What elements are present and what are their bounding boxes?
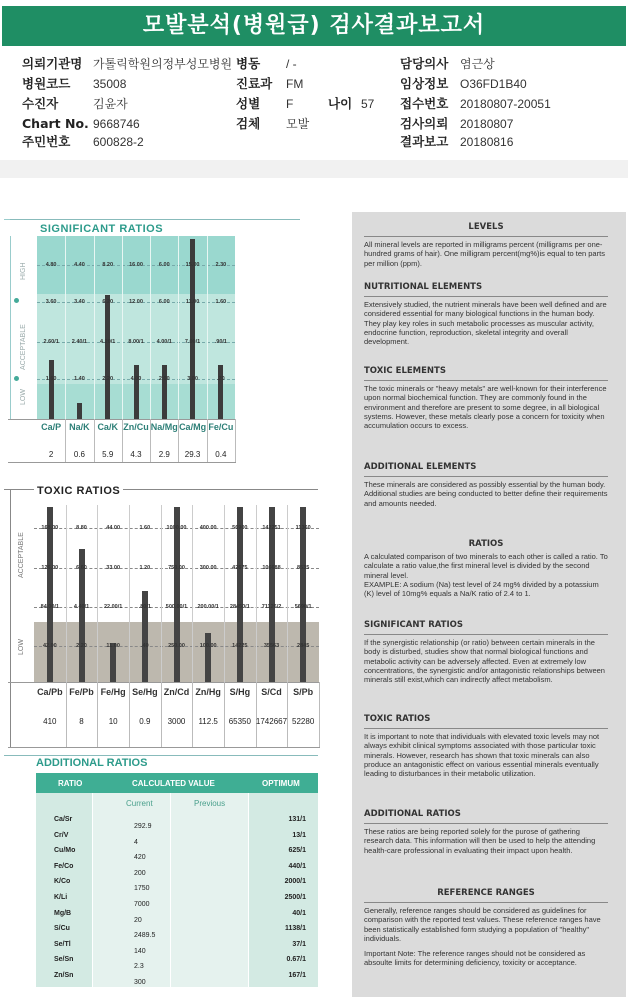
tox-col-divider (97, 505, 98, 682)
receipt-value: 20180807-20051 (460, 97, 551, 111)
sig-col-divider (94, 236, 95, 419)
tox-tick-top: 11360 (295, 525, 311, 531)
additional-current-value: 4 (134, 838, 138, 846)
tox-category: Zn/Hg (195, 687, 221, 697)
sig-category: Ca/P (41, 422, 62, 432)
sig-value: 0.4 (215, 450, 227, 459)
additional-ratio-name: Zn/Sn (54, 972, 74, 979)
sig-tick-low: 2.00 (158, 376, 170, 382)
tox-tick-low: 250.00 (168, 643, 185, 649)
previous-label: Previous (194, 799, 226, 808)
sig-category: Na/K (69, 422, 90, 432)
tox-tick-top: 8.80 (76, 525, 87, 531)
tox-category: Fe/Pb (69, 687, 94, 697)
sig-col-divider (150, 236, 151, 419)
head-calc: CALCULATED VALUE (132, 779, 215, 788)
tox-tick-low: .40 (141, 643, 149, 649)
tox-value: 10 (108, 717, 118, 726)
additional-optimum: 1138/1 (284, 925, 306, 933)
age-label: 나이 (328, 96, 353, 111)
tox-col-divider (161, 505, 162, 682)
sig-category: Ca/K (97, 422, 118, 432)
sig-tick-upper: 6.00 (158, 299, 170, 305)
tox-tick-mid: 500.00/1 (165, 604, 188, 610)
tox-tick-upper: 6.60 (76, 565, 87, 571)
additional-ratio-name: Fe/Co (54, 862, 74, 870)
tox-col-divider (224, 505, 225, 682)
tox-tick-upper: 8535 (297, 565, 310, 571)
sig-value: 29.3 (184, 450, 201, 459)
additional-current-value: 292.9 (134, 823, 152, 830)
additional-ratio-name: Cr/V (54, 831, 69, 839)
tox-tick-top: 56900 (232, 525, 248, 531)
tox-axis-low: LOW (18, 639, 25, 655)
tox-tick-low: 2.20 (76, 643, 87, 649)
additional-current-value: 420 (134, 854, 146, 862)
additional-optimum: 13/1 (292, 831, 306, 839)
sig-value: 4.3 (130, 450, 142, 459)
tox-ratios-text: It is important to note that individuals with elevated toxic levels may not always exhibit clinical symptoms associated with those particular toxic minerals. However, research has shown that toxic minerals can also produce an antagonistic effect on various essential minerals eventually leading to disturbances in their metabolic utilization. (364, 732, 600, 779)
tox-tick-low: 2845 (297, 643, 310, 649)
tox-tick-top: 142251 (262, 525, 281, 531)
sig-col-divider (122, 236, 123, 419)
additional-ratio-name: Se/Tl (54, 940, 71, 948)
toxic-elements-heading: TOXIC ELEMENTS (364, 366, 446, 376)
sig-axis-acceptable: ACCEPTABLE (20, 324, 27, 370)
sig-tick-top: 16.00 (129, 262, 143, 268)
additional-current-value: 140 (134, 947, 146, 955)
tox-col-divider (256, 505, 257, 682)
clinical-label: 임상정보 (400, 76, 449, 91)
sig-tick-low: 2.20 (102, 376, 114, 382)
report-date-label: 결과보고 (400, 134, 449, 149)
sig-bar-Na/Mg (162, 365, 167, 419)
sig-category: Na/Mg (150, 422, 178, 432)
id-label: 주민번호 (22, 134, 71, 149)
tox-value: 65350 (228, 717, 251, 726)
id-value: 600828-2 (93, 135, 144, 149)
tox-tick-mid: 5690/1 (294, 604, 312, 610)
sig-row-divider (235, 419, 236, 462)
tox-tick-top: 1000.00 (166, 525, 187, 531)
sig-tick-low: 1.40 (74, 376, 85, 382)
report-date-value: 20180816 (460, 135, 514, 149)
tox-tick-top: 168.00 (41, 525, 59, 531)
code-value: 35008 (93, 77, 127, 91)
tox-value: 112.5 (198, 717, 218, 726)
dept-value: FM (286, 77, 304, 91)
tox-value: 3000 (167, 717, 186, 726)
tox-tick-upper: 106688 (262, 565, 281, 571)
sig-col-divider (178, 236, 179, 419)
sig-tick-top: 8.20 (102, 262, 114, 268)
additional-elements-heading: ADDITIONAL ELEMENTS (364, 462, 477, 472)
sig-tick-upper: 12.00 (129, 299, 143, 305)
ratios-heading: RATIOS (468, 539, 504, 549)
sig-tick-mid: 4.00/1 (156, 339, 172, 345)
tox-value: 410 (43, 717, 57, 726)
tox-col-divider (129, 505, 130, 682)
sig-value: 2 (48, 450, 54, 459)
tox-bar-S/Pb (300, 507, 306, 682)
sig-tick-mid: .90/1 (214, 339, 227, 345)
sig-tick-low: 1.60 (45, 376, 57, 382)
ref-ranges-heading: REFERENCE RANGES (437, 888, 535, 898)
current-label: Current (126, 799, 153, 808)
sig-tick-mid: 8.00/1 (128, 339, 144, 345)
tox-tick-mid: 28450/1 (229, 604, 250, 610)
tox-bar-Zn/Hg (205, 633, 211, 682)
sig-value: 0.6 (73, 450, 85, 459)
nutritional-text: Extensively studied, the nutrient minerals have been well defined and are considered essential for many biological functions in the human body. They play key roles in such metabolic processes as muscular activity, endocrine function, reproduction, skeletal integrity and overall development. (364, 300, 607, 347)
tox-tick-mid: 200.00/1 (197, 604, 219, 610)
sig-tick-low: 4.00 (130, 376, 142, 382)
tox-axis-acceptable: ACCEPTABLE (18, 532, 25, 578)
name-value: 김윤자 (93, 97, 128, 111)
sig-tick-mid: 4.20/1 (100, 339, 116, 345)
hospital-value: 가톨릭학원의정부성모병원 (93, 57, 233, 71)
toxic-elements-text: The toxic minerals or "heavy metals" are well-known for their interference upon normal biochemical function. They are commonly found in the environment and therefore are present to some degree, in all biological systems. However, these metals clearly pose a concern for toxicity when accumulation occurs to excess. (364, 384, 607, 431)
additional-optimum: 625/1 (288, 847, 306, 855)
additional-ratios-table (36, 793, 318, 987)
sig-tick-top: 2.30 (215, 262, 227, 268)
tox-tick-upper: 33.00 (106, 565, 121, 571)
significant-ratios-chart (37, 236, 235, 419)
additional-ratios-header (36, 773, 318, 793)
tox-tick-low: 35563 (263, 643, 280, 649)
sig-axis-low: LOW (20, 389, 27, 405)
tox-ratios-heading: TOXIC RATIOS (364, 714, 431, 724)
sig-category: Fe/Cu (208, 422, 234, 432)
additional-current-value: 2489.5 (134, 932, 156, 940)
tox-bar-S/Cd (269, 507, 275, 682)
tox-category: S/Hg (229, 687, 251, 697)
tox-tick-low: 11.00 (106, 643, 120, 649)
additional-optimum: 2000/1 (284, 878, 306, 886)
additional-ratio-name: Se/Sn (54, 956, 74, 964)
levels-heading: LEVELS (468, 222, 504, 232)
specimen-label: 검체 (236, 116, 261, 131)
sig-category: Zn/Cu (123, 422, 149, 432)
tox-col-divider (66, 505, 67, 682)
clinical-value: O36FD1B40 (460, 77, 527, 91)
tox-tick-mid: .80/1 (138, 604, 151, 610)
additional-ratios-title: ADDITIONAL RATIOS (36, 757, 148, 769)
name-label: 수진자 (22, 96, 59, 111)
additional-ratio-name: K/Co (54, 878, 71, 886)
additional-optimum: 167/1 (288, 972, 306, 979)
sig-tick-mid: 2.60/1 (43, 339, 59, 345)
tox-category: Fe/Hg (100, 687, 126, 697)
sig-tick-top: 4.80 (45, 262, 57, 268)
additional-optimum: 37/1 (292, 940, 306, 948)
ratios-text: A calculated comparison of two minerals to each other is called a ratio. To calculate a ratio value,the first mineral level is divided by the second mineral level. (364, 552, 608, 580)
ratios-example: EXAMPLE: A sodium (Na) test level of 24 mg% divided by a potassium (K) level of 10mg% equals a Na/K ratio of 2.4 to 1. (364, 579, 599, 599)
sig-tick-low: 3.00 (187, 376, 198, 382)
sig-bar-Zn/Cu (134, 365, 139, 419)
hospital-label: 의뢰기관명 (22, 56, 83, 71)
specimen-value: 모발 (286, 117, 310, 131)
ref-ranges-note: Important Note: The reference ranges should not be considered as absoulte limits for determining deficiency, toxicity or acceptance. (364, 949, 586, 968)
chart-value: 9668746 (93, 117, 140, 131)
sig-tick-mid: 7.00/1 (184, 339, 201, 345)
sig-tick-upper: 3.60 (45, 299, 57, 305)
sig-bar-Fe/Cu (218, 365, 223, 419)
additional-ratio-name: Ca/Sr (54, 816, 73, 823)
nutritional-heading: NUTRITIONAL ELEMENTS (364, 282, 483, 292)
sig-category: Ca/Mg (179, 422, 207, 432)
additional-optimum: 440/1 (288, 862, 306, 870)
tox-value: 1742667 (255, 717, 288, 726)
tox-bar-Ca/Pb (47, 507, 53, 682)
tox-tick-mid: 84.00/1 (40, 604, 60, 610)
chart-label: Chart No. (22, 116, 89, 131)
tox-tick-top: 44.00 (106, 525, 121, 531)
tox-tick-low: 42.00 (42, 643, 57, 649)
sig-col-divider (207, 236, 208, 419)
tox-category: S/Pb (293, 687, 314, 697)
ref-ranges-text: Generally, reference ranges should be considered as guidelines for comparison with the reported test values. These reference ranges have been statistically established form studying a population of "healthy" individuals. (364, 906, 601, 943)
sig-col-divider (65, 236, 66, 419)
additional-optimum: 131/1 (288, 816, 306, 823)
header-separator (0, 160, 628, 178)
dept-label: 진료과 (236, 76, 273, 91)
add-ratios-text: These ratios are being reported solely for the purose of gathering research data. This information will then be used to help the attending health-care professional in evaluating their impact upon health. (364, 827, 596, 855)
sig-value: 2.9 (158, 450, 170, 459)
sig-tick-upper: 3.40 (74, 299, 85, 305)
reference-notes-panel (352, 212, 626, 997)
tox-tick-mid: 71126/2 (261, 604, 282, 610)
tox-tick-mid: 22.00/1 (103, 604, 123, 610)
toxic-ratios-chart (34, 505, 319, 682)
additional-optimum: 40/1 (292, 909, 306, 917)
test-date-value: 20180807 (460, 117, 514, 131)
tox-value: 8 (79, 717, 84, 726)
tox-tick-low: 14225 (232, 643, 248, 649)
additional-optimum: 2500/1 (284, 894, 306, 901)
sig-tick-upper: 11.00 (185, 299, 200, 305)
sig-bar-Ca/K (105, 295, 110, 419)
ward-value: / - (286, 57, 297, 71)
sig-tick-top: 6.00 (158, 262, 170, 268)
sex-value: F (286, 97, 294, 111)
tox-tick-upper: 750.00 (168, 565, 185, 571)
tox-value: 52280 (292, 717, 315, 726)
additional-current-value: 7000 (134, 901, 150, 908)
tox-tick-mid: 4.40/1 (73, 604, 90, 610)
doctor-value: 염근상 (460, 57, 495, 71)
report-title: 모발분석(병원급) 검사결과보고서 (2, 6, 626, 46)
ward-label: 병동 (236, 56, 261, 71)
sex-label: 성별 (236, 96, 261, 111)
sig-axis-high: HIGH (20, 262, 27, 280)
tox-tick-upper: 1.20 (139, 565, 151, 571)
sig-tick-mid: 2.40/1 (71, 339, 88, 345)
tox-category: S/Cd (261, 687, 282, 697)
tox-tick-upper: 126.00 (41, 565, 59, 571)
sig-ratios-text: If the synergistic relationship (or ratio) between certain minerals in the body is disturbed, studies show that normal biological functions and metabolic activity can be adversely affected. Even at extremely low concentrations, the synergistic and/or antagonistic relationships between minerals still exist,which can indirectly affect metabolism. (364, 638, 605, 685)
additional-ratio-name: Cu/Mo (54, 847, 76, 855)
sig-ratios-heading: SIGNIFICANT RATIOS (364, 620, 463, 630)
tox-tick-upper: 300.00 (199, 565, 217, 571)
tox-tick-low: 100.00 (199, 643, 217, 649)
additional-ratio-name: K/Li (54, 894, 68, 901)
additional-current-value: 2.3 (134, 963, 144, 971)
tox-col-divider (192, 505, 193, 682)
sig-bar-Na/K (77, 403, 82, 419)
additional-elements-text: These minerals are considered as possibly essential by the human body. Additional studies are being conducted to better define their requirements and amounts needed. (364, 480, 608, 508)
sig-tick-upper: 6.20 (102, 299, 114, 305)
tox-tick-upper: 42675 (232, 565, 248, 571)
additional-current-value: 200 (134, 869, 146, 877)
levels-text: All mineral levels are reported in milligrams percent (milligrams per one-hundred grams of hair). One milligram percent(mg%)is equal to ten parts per million (ppm). (364, 240, 605, 268)
age-value: 57 (361, 97, 375, 111)
head-ratio: RATIO (58, 779, 83, 788)
code-label: 병원코드 (22, 76, 71, 91)
tox-row-divider (319, 682, 320, 747)
additional-ratio-name: S/Cu (54, 925, 70, 933)
tox-tick-top: 1.60 (139, 525, 151, 531)
sig-tick-top: 4.40 (74, 262, 85, 268)
sig-tick-low: .20 (217, 376, 225, 382)
significant-ratios-title: SIGNIFICANT RATIOS (40, 223, 164, 235)
sig-tick-upper: 1.60 (215, 299, 227, 305)
head-optimum: OPTIMUM (262, 779, 300, 788)
toxic-ratios-title: TOXIC RATIOS (34, 485, 123, 497)
sig-tick-top: 15.00 (185, 262, 200, 268)
add-ratios-heading: ADDITIONAL RATIOS (364, 809, 461, 819)
doctor-label: 담당의사 (400, 56, 449, 71)
additional-current-value: 20 (134, 916, 142, 924)
test-date-label: 검사의뢰 (400, 116, 449, 131)
additional-current-value: 1750 (134, 885, 150, 893)
tox-value: 0.9 (139, 717, 151, 726)
tox-col-divider (287, 505, 288, 682)
tox-bar-Zn/Cd (174, 507, 180, 682)
additional-current-value: 300 (134, 979, 146, 986)
additional-ratio-name: Mg/B (54, 909, 72, 917)
tox-bar-S/Hg (237, 507, 243, 682)
additional-optimum: 0.67/1 (286, 956, 306, 964)
receipt-label: 접수번호 (400, 96, 449, 111)
sig-value: 5.9 (102, 450, 114, 459)
tox-category: Zn/Cd (163, 687, 190, 697)
tox-category: Ca/Pb (37, 687, 63, 697)
tox-category: Se/Hg (132, 687, 158, 697)
sig-bar-Ca/P (49, 360, 54, 419)
tox-tick-top: 400.00 (199, 525, 217, 531)
